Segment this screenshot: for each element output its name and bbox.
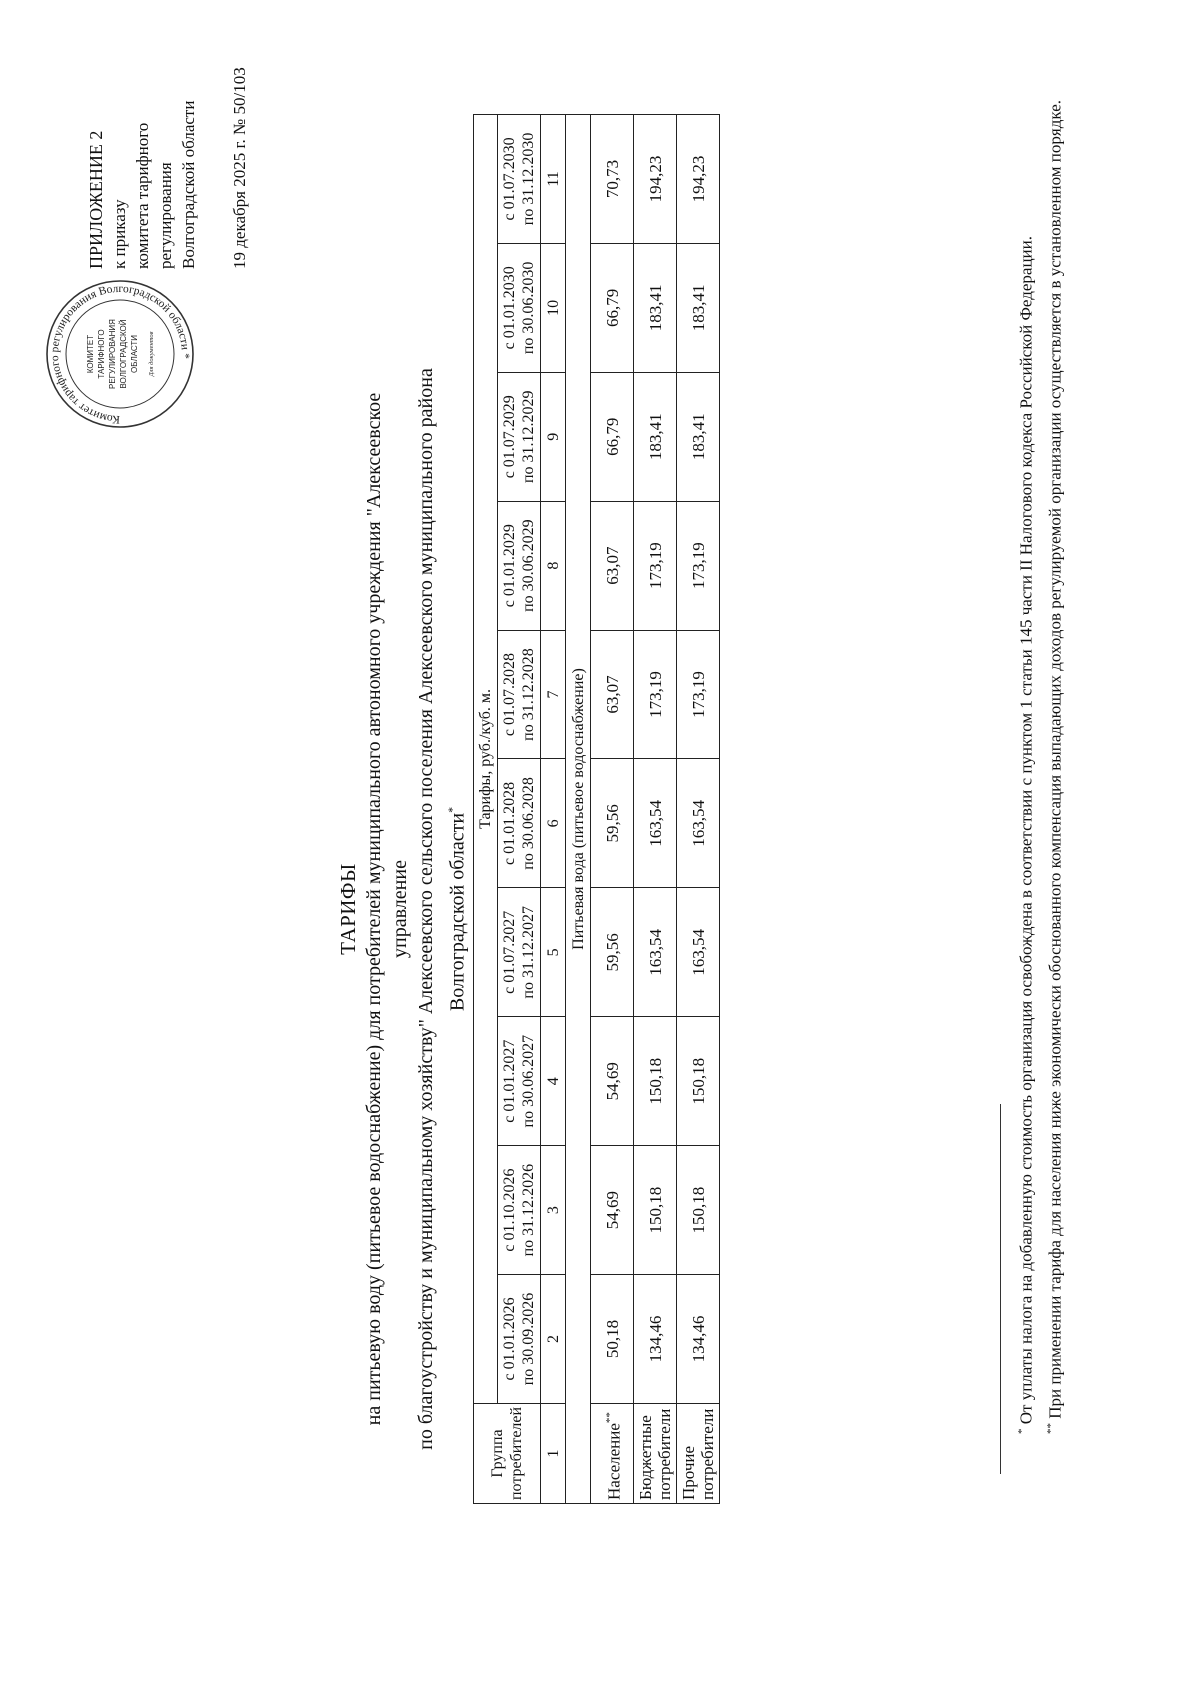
section-title: Питьевая вода (питьевое водоснабжение) — [566, 115, 591, 1504]
group-cell: Прочие потребители — [677, 1403, 720, 1503]
table-header-row — [474, 115, 498, 1504]
footnote: ** При применении тарифа для населения ниже экономически обоснованного компенсация выпадающих доходов регулируемой организации осуществляется в установленном порядке. — [1044, 100, 1065, 1434]
tariff-cell: 150,18 — [677, 1146, 720, 1275]
appendix-line: к приказу — [110, 199, 129, 269]
column-number: 9 — [541, 372, 566, 501]
tariff-cell: 150,18 — [634, 1017, 677, 1146]
stamp-line: ТАРИФНОГО — [97, 329, 106, 379]
tariff-cell: 183,41 — [634, 372, 677, 501]
tariff-cell: 173,19 — [634, 501, 677, 630]
tariff-cell: 163,54 — [677, 888, 720, 1017]
group-cell: Бюджетные потребители — [634, 1403, 677, 1503]
tariff-cell: 183,41 — [677, 243, 720, 372]
tariff-cell: 194,23 — [677, 115, 720, 244]
tariff-cell: 173,19 — [677, 501, 720, 630]
tariff-cell: 183,41 — [634, 243, 677, 372]
footnotes — [1010, 54, 1067, 1474]
column-number: 10 — [541, 243, 566, 372]
column-number: 2 — [541, 1275, 566, 1404]
column-number: 1 — [541, 1403, 566, 1503]
period-cell: с 01.01.2026 по 30.09.2026 — [498, 1275, 541, 1404]
footnote-mark: * — [445, 806, 459, 813]
heading-line: Волгоградской области — [446, 812, 469, 1012]
tariff-cell: 150,18 — [634, 1146, 677, 1275]
tariff-cell: 134,46 — [677, 1275, 720, 1404]
heading-line: по благоустройству и муниципальному хозяйству" Алексеевского сельского поселения Алексеевского муниципального района — [415, 368, 437, 1450]
tariff-cell: 163,54 — [634, 888, 677, 1017]
heading-line: на питьевую воду (питьевое водоснабжение) для потребителей муниципального автономного учреждения "Алексеевское управление — [363, 392, 411, 1426]
appendix-title: ПРИЛОЖЕНИЕ 2 — [86, 130, 106, 269]
column-number: 11 — [541, 115, 566, 244]
heading-line-region — [439, 359, 471, 1459]
period-header-row — [498, 115, 541, 1504]
appendix-date: 19 декабря 2025 г. № 50/103 — [230, 67, 249, 269]
period-cell: с 01.07.2030 по 31.12.2030 — [498, 115, 541, 244]
tariff-cell: 66,79 — [591, 243, 634, 372]
period-cell: с 01.07.2027 по 31.12.2027 — [498, 888, 541, 1017]
tariff-cell: 59,56 — [591, 759, 634, 888]
tariff-cell: 50,18 — [591, 1275, 634, 1404]
table-row — [634, 115, 677, 1504]
tariff-cell: 63,07 — [591, 630, 634, 759]
stamp-line: РЕГУЛИРОВАНИЯ — [108, 319, 117, 389]
tariff-cell: 59,56 — [591, 888, 634, 1017]
footnote: * От уплаты налога на добавленную стоимость организация освобождена в соответствии с пунктом 1 статьи 145 части II Налогового кодекса Российской Федерации. — [1016, 235, 1036, 1434]
group-cell: Население** — [591, 1403, 634, 1503]
footnote-mark: * — [1016, 1428, 1028, 1434]
tariff-cell: 54,69 — [591, 1017, 634, 1146]
column-number: 8 — [541, 501, 566, 630]
tariff-cell: 134,46 — [634, 1275, 677, 1404]
tariff-cell: 54,69 — [591, 1146, 634, 1275]
table-row — [677, 115, 720, 1504]
tariff-cell: 194,23 — [634, 115, 677, 244]
stamp-seal-icon — [45, 279, 195, 429]
stamp-line: КОМИТЕТ — [86, 334, 95, 374]
tariff-cell: 173,19 — [677, 630, 720, 759]
footnote-divider — [1000, 1104, 1001, 1474]
footnote-mark: ** — [603, 1412, 616, 1424]
tariff-cell: 173,19 — [634, 630, 677, 759]
column-number-row — [541, 115, 566, 1504]
tariff-cell: 70,73 — [591, 115, 634, 244]
official-stamp — [45, 279, 195, 429]
tariff-cell: 163,54 — [677, 759, 720, 888]
group-header: Группа потребителей — [474, 1403, 541, 1503]
column-number: 5 — [541, 888, 566, 1017]
tariff-cell: 63,07 — [591, 501, 634, 630]
stamp-ring-text: Комитет тарифного регулирования Волгоградской области * — [48, 282, 192, 426]
tariff-header: Тарифы, руб./куб. м. — [474, 115, 498, 1404]
period-cell: с 01.01.2030 по 30.06.2030 — [498, 243, 541, 372]
period-cell: с 01.07.2029 по 31.12.2029 — [498, 372, 541, 501]
column-number: 4 — [541, 1017, 566, 1146]
appendix-line: комитета тарифного регулирования — [133, 122, 175, 269]
document-title: ТАРИФЫ — [336, 863, 360, 955]
section-row — [566, 115, 591, 1504]
appendix-block — [85, 19, 251, 269]
document-heading — [335, 359, 471, 1459]
table-row — [591, 115, 634, 1504]
tariff-cell: 66,79 — [591, 372, 634, 501]
tariff-cell: 163,54 — [634, 759, 677, 888]
period-cell: с 01.01.2028 по 30.06.2028 — [498, 759, 541, 888]
period-cell: с 01.10.2026 по 31.12.2026 — [498, 1146, 541, 1275]
tariff-cell: 183,41 — [677, 372, 720, 501]
stamp-line: ВОЛГОГРАДСКОЙ — [119, 319, 128, 389]
period-cell: с 01.07.2028 по 31.12.2028 — [498, 630, 541, 759]
stamp-line: ОБЛАСТИ — [130, 334, 139, 374]
period-cell: с 01.01.2027 по 30.06.2027 — [498, 1017, 541, 1146]
appendix-line: Волгоградской области — [179, 100, 198, 269]
column-number: 6 — [541, 759, 566, 888]
period-cell: с 01.01.2029 по 30.06.2029 — [498, 501, 541, 630]
footnote-mark: ** — [1044, 1423, 1057, 1434]
stamp-small-text: Для документов — [148, 331, 155, 377]
tariff-cell: 150,18 — [677, 1017, 720, 1146]
column-number: 3 — [541, 1146, 566, 1275]
tariff-table — [473, 114, 720, 1504]
column-number: 7 — [541, 630, 566, 759]
